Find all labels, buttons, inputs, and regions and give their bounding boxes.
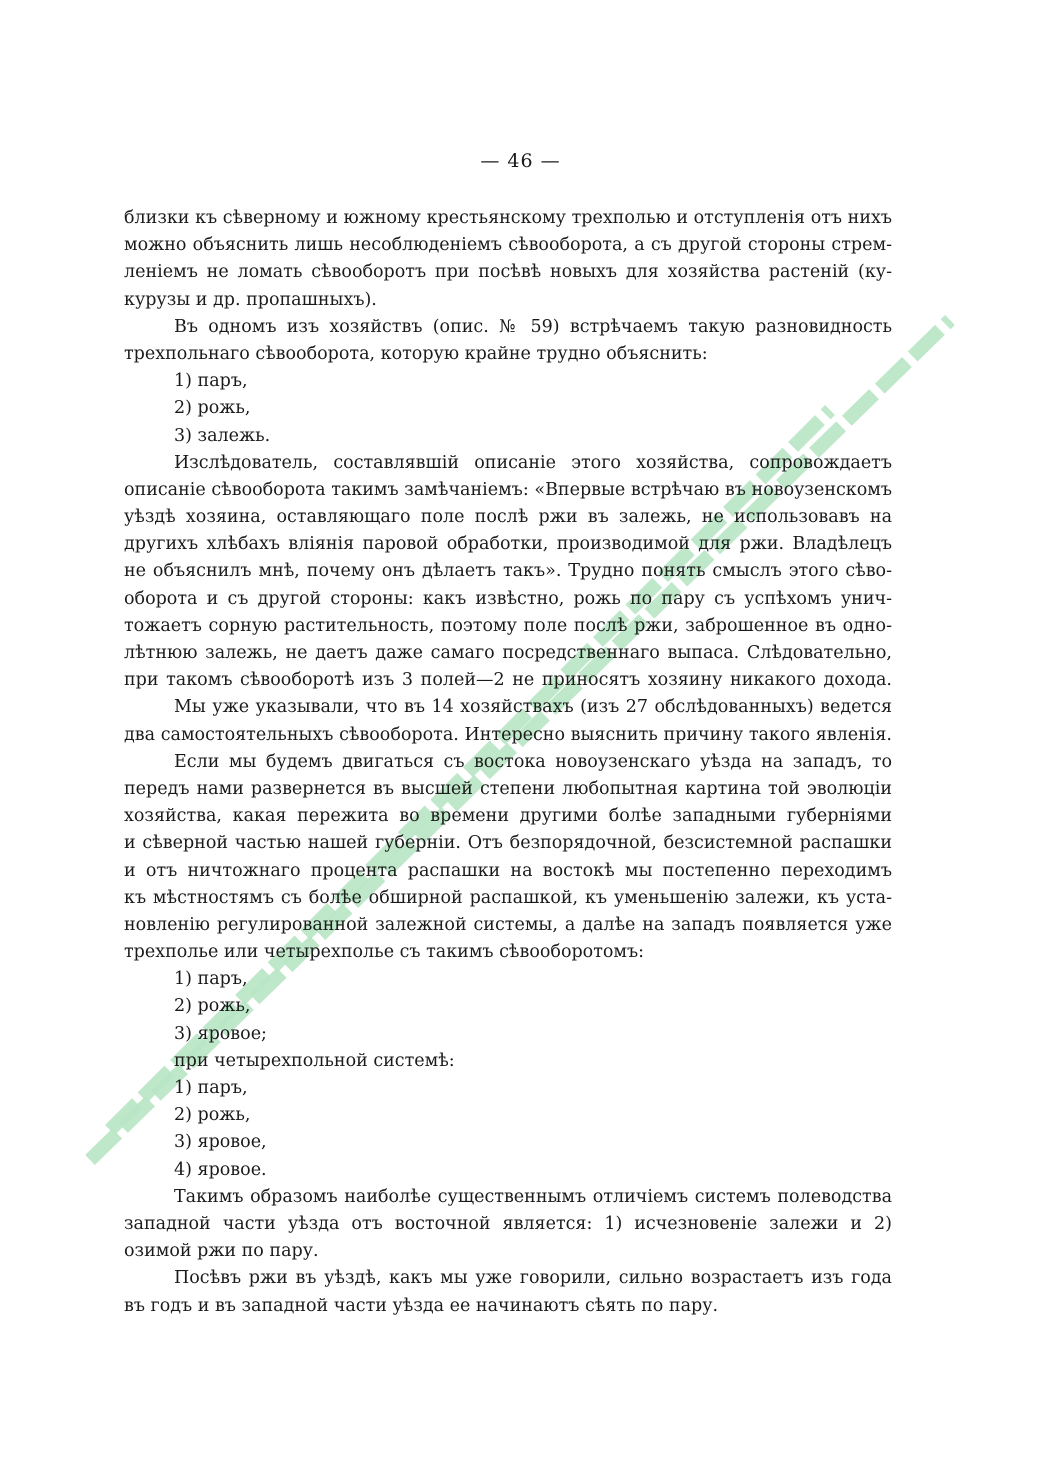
text-line: Такимъ образомъ наиболѣе существеннымъ отличіемъ системъ полеводства (174, 1186, 892, 1207)
text-line: описаніе сѣвооборота такимъ замѣчаніемъ: «Впервые встрѣчаю въ новоузенскомъ (124, 479, 892, 500)
text-line: и отъ ничтожнаго процента распашки на востокѣ мы постепенно переходимъ (124, 860, 892, 881)
text-line: передъ нами развернется въ высшей степени любопытная картина той эволюціи (124, 778, 892, 799)
text-line: Мы уже указывали, что въ 14 хозяйствахъ (изъ 27 обслѣдованныхъ) ведется (174, 697, 892, 718)
text-line: лѣтнюю залежь, не даетъ даже самаго посредственнаго выпаса. Слѣдовательно, (124, 643, 892, 663)
text-line: западной части уѣзда отъ восточной является: 1) исчезновеніе залежи и 2) (124, 1213, 892, 1234)
text-line: Посѣвъ ржи въ уѣздѣ, какъ мы уже говорили, сильно возрастаетъ изъ года (174, 1268, 892, 1289)
text-line: два самостоятельныхъ сѣвооборота. Интересно выяснить причину такого явленія. (124, 724, 892, 745)
text-line: трехполье или четырехполье съ такимъ сѣвооборотомъ: (124, 942, 645, 963)
text-line: тожаетъ сорную растительность, поэтому поле послѣ ржи, заброшенное въ одно- (124, 615, 892, 636)
list-item: 3) яровое; (174, 1023, 267, 1044)
text-line: новленію регулированной залежной системы, а далѣе на западъ появляется уже (124, 914, 892, 935)
list-item: 2) рожь, (174, 996, 251, 1017)
text-line: озимой ржи по пару. (124, 1241, 319, 1262)
text-line: хозяйства, какая пережита во времени другими болѣе западными губерніями (124, 806, 892, 827)
list-item: 2) рожь, (174, 398, 251, 419)
text-line: въ годъ и въ западной части уѣзда ее начинаютъ сѣять по пару. (124, 1295, 719, 1316)
list-item: 1) паръ, (174, 969, 248, 990)
list-item: 3) яровое, (174, 1132, 267, 1153)
text-line: трехпольнаго сѣвооборота, которую крайне трудно объяснить: (124, 343, 708, 364)
text-line: Въ одномъ изъ хозяйствъ (опис. № 59) встрѣчаемъ такую разновидность (174, 316, 892, 337)
text-line: леніемъ не ломать сѣвооборотъ при посѣвѣ новыхъ для хозяйства растеній (ку- (124, 262, 892, 283)
text-line: и сѣверной частью нашей губерніи. Отъ безпорядочной, безсистемной распашки (124, 833, 892, 854)
body-text (124, 205, 892, 1320)
list-item: 2) рожь, (174, 1105, 251, 1126)
list-item: при четырехпольной системѣ: (174, 1050, 455, 1071)
list-item: 3) залежь. (174, 425, 271, 446)
text-line: близки къ сѣверному и южному крестьянскому трехполью и отступленія отъ нихъ (124, 208, 892, 228)
text-line: можно объяснить лишь несоблюденіемъ сѣвооборота, а съ другой стороны стрем- (124, 235, 892, 256)
text-line: другихъ хлѣбахъ вліянія паровой обработки, производимой для ржи. Владѣлецъ (124, 534, 892, 555)
text-line: оборота и съ другой стороны: какъ извѣстно, рожь по пару съ успѣхомъ унич- (124, 588, 892, 609)
text-line: къ мѣстностямъ съ болѣе обширной распашкой, къ уменьшенію залежи, къ уста- (124, 887, 892, 908)
text-line: не объяснилъ мнѣ, почему онъ дѣлаетъ такъ». Трудно понять смыслъ этого сѣво- (124, 561, 892, 582)
text-line: уѣздѣ хозяина, оставляющаго поле послѣ ржи въ залежь, не использовавъ на (124, 507, 892, 528)
list-item: 4) яровое. (174, 1159, 267, 1180)
text-line: Изслѣдователь, составлявшій описаніе этого хозяйства, сопровождаетъ (174, 452, 892, 473)
text-line: при такомъ сѣвооборотѣ изъ 3 полей—2 не приносятъ хозяину никакого дохода. (124, 670, 892, 691)
list-item: 1) паръ, (174, 371, 248, 392)
list-item: 1) паръ, (174, 1078, 248, 1098)
text-line: курузы и др. пропашныхъ). (124, 289, 377, 310)
page-number: — 46 — (480, 150, 561, 172)
text-line: Если мы будемъ двигаться съ востока новоузенскаго уѣзда на западъ, то (174, 751, 892, 772)
